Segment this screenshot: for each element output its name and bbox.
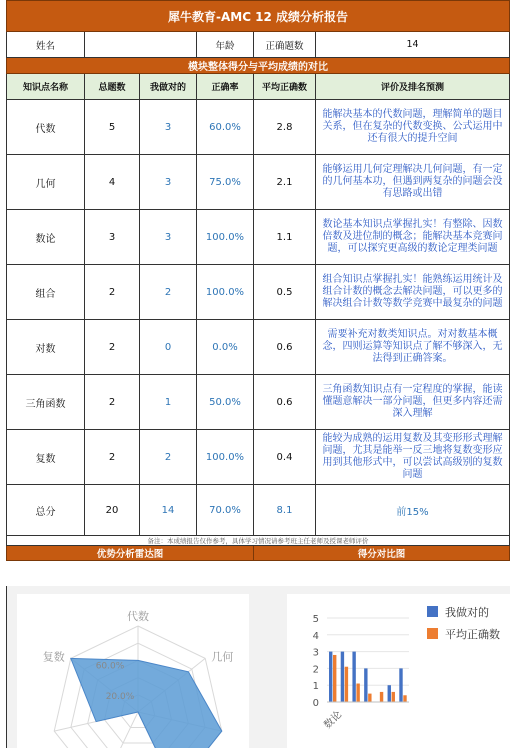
report-table xyxy=(6,0,510,561)
radar-svg xyxy=(17,594,249,748)
bar-y-tick: 0 xyxy=(312,698,319,709)
header-cell: 总题数 xyxy=(85,74,140,100)
total-rank: 前15% xyxy=(316,485,510,536)
topic-mine: 1 xyxy=(140,375,197,430)
topic-name: 对数 xyxy=(7,320,85,375)
topic-mine: 2 xyxy=(140,265,197,320)
topic-mine: 3 xyxy=(140,100,197,155)
bar-x-label: 数论 xyxy=(322,709,345,732)
topic-comment: 组合知识点掌握扎实！能熟练运用统计及组合计数的概念去解决问题，可以更多的解决组合计数等数学竞赛中最复杂的问题 xyxy=(316,265,510,320)
topic-comment: 能较为成熟的运用复数及其变形形式理解问题，尤其是能举一反三地将复数变形应用到其他形式中，可以尝试高级别的复数问题 xyxy=(316,430,510,485)
bar-chart xyxy=(287,594,510,748)
charts-area xyxy=(6,586,510,748)
topic-avg: 2.1 xyxy=(254,155,316,210)
bar-y-tick: 5 xyxy=(312,614,319,625)
topic-comment: 能解决基本的代数问题，理解简单的题目关系，但在复杂的代数变换、公式运用中还有很大的提升空间 xyxy=(316,100,510,155)
topic-name: 组合 xyxy=(7,265,85,320)
topic-total: 5 xyxy=(85,100,140,155)
topic-mine: 3 xyxy=(140,210,197,265)
total-rate: 70.0% xyxy=(197,485,254,536)
radar-ring-label: 60.0% xyxy=(95,661,125,672)
topic-name: 几何 xyxy=(7,155,85,210)
table-row xyxy=(7,155,510,210)
section-title: 模块整体得分与平均成绩的对比 xyxy=(7,58,510,74)
table-row xyxy=(7,320,510,375)
topic-avg: 0.4 xyxy=(254,430,316,485)
topic-comment: 三角函数知识点有一定程度的掌握，能读懂题意解决一部分问题，但更多内容还需深入理解 xyxy=(316,375,510,430)
bar-avg xyxy=(368,694,371,702)
name-value[interactable] xyxy=(85,32,197,58)
radar-axis-label: 复数 xyxy=(42,650,65,664)
topic-total: 2 xyxy=(85,375,140,430)
radar-axis-label: 代数 xyxy=(127,610,149,623)
bar-avg xyxy=(356,684,359,702)
topic-mine: 2 xyxy=(140,430,197,485)
legend-swatch xyxy=(427,606,438,617)
topic-comment: 需要补充对数类知识点。对对数基本概念，四则运算等知识点了解不够深入，无法得到正确答案。 xyxy=(316,320,510,375)
topic-total: 2 xyxy=(85,430,140,485)
bar-avg xyxy=(392,692,395,702)
radar-ring-label: 20.0% xyxy=(105,691,135,702)
header-cell: 平均正确数 xyxy=(254,74,316,100)
correct-label: 正确题数 xyxy=(254,32,316,58)
bar-avg xyxy=(333,655,336,702)
total-mine: 14 xyxy=(140,485,197,536)
topic-avg: 2.8 xyxy=(254,100,316,155)
topic-name: 代数 xyxy=(7,100,85,155)
topic-comment: 数论基本知识点掌握扎实！有整除、因数倍数及进位制的概念；能解决基本竞赛问题，可以探究更高级的数论定理类问题 xyxy=(316,210,510,265)
bar-y-tick: 2 xyxy=(312,664,319,676)
header-cell: 评价及排名预测 xyxy=(316,74,510,100)
radar-area xyxy=(71,658,222,748)
bar-mine xyxy=(329,652,332,702)
topic-avg: 1.1 xyxy=(254,210,316,265)
footnote: 备注：本成绩报告仅作参考，具体学习情况请参考班主任老师及授课老师评价 xyxy=(7,536,510,546)
topic-total: 4 xyxy=(85,155,140,210)
topic-comment: 能够运用几何定理解决几何问题，有一定的几何基本功，但遇到两复杂的问题会没有思路或出错 xyxy=(316,155,510,210)
bar-mine xyxy=(364,668,367,702)
legend-label: 我做对的 xyxy=(445,606,489,619)
topic-rate: 75.0% xyxy=(197,155,254,210)
table-row xyxy=(7,265,510,320)
topic-name: 数论 xyxy=(7,210,85,265)
header-cell: 知识点名称 xyxy=(7,74,85,100)
topic-rate: 0.0% xyxy=(197,320,254,375)
total-row xyxy=(7,485,510,536)
bar-avg xyxy=(403,695,406,702)
topic-name: 三角函数 xyxy=(7,375,85,430)
topic-rate: 100.0% xyxy=(197,265,254,320)
topic-total: 2 xyxy=(85,320,140,375)
table-header xyxy=(7,74,510,100)
bar-mine xyxy=(388,685,391,702)
table-row xyxy=(7,210,510,265)
radar-axis-label: 几何 xyxy=(211,650,234,664)
topic-avg: 0.5 xyxy=(254,265,316,320)
legend-swatch xyxy=(427,628,438,639)
total-count: 20 xyxy=(85,485,140,536)
table-row xyxy=(7,375,510,430)
topic-name: 复数 xyxy=(7,430,85,485)
topic-rate: 100.0% xyxy=(197,210,254,265)
topic-total: 3 xyxy=(85,210,140,265)
bar-avg xyxy=(345,667,348,702)
age-label: 年龄 xyxy=(197,32,254,58)
bar-avg xyxy=(380,692,383,702)
total-name: 总分 xyxy=(7,485,85,536)
correct-value[interactable]: 14 xyxy=(316,32,510,58)
topic-avg: 0.6 xyxy=(254,375,316,430)
report-title: 犀牛教育-AMC 12 成绩分析报告 xyxy=(7,1,510,32)
table-row xyxy=(7,100,510,155)
radar-heading: 优势分析雷达图 xyxy=(7,546,254,561)
bar-y-tick: 3 xyxy=(312,647,319,659)
bar-mine xyxy=(352,652,355,702)
bar-y-tick: 1 xyxy=(312,681,319,693)
topic-rate: 60.0% xyxy=(197,100,254,155)
topic-rate: 100.0% xyxy=(197,430,254,485)
topic-avg: 0.6 xyxy=(254,320,316,375)
topic-total: 2 xyxy=(85,265,140,320)
legend-label: 平均正确数 xyxy=(445,628,500,641)
total-avg: 8.1 xyxy=(254,485,316,536)
name-label: 姓名 xyxy=(7,32,85,58)
topic-mine: 0 xyxy=(140,320,197,375)
topic-rate: 50.0% xyxy=(197,375,254,430)
bar-mine xyxy=(399,668,402,702)
topic-mine: 3 xyxy=(140,155,197,210)
bar-y-tick: 4 xyxy=(312,630,319,642)
table-row xyxy=(7,430,510,485)
radar-chart xyxy=(17,594,249,748)
bar-svg xyxy=(287,594,510,748)
bar-heading: 得分对比图 xyxy=(254,546,510,561)
header-cell: 我做对的 xyxy=(140,74,197,100)
bar-mine xyxy=(341,652,344,702)
header-cell: 正确率 xyxy=(197,74,254,100)
